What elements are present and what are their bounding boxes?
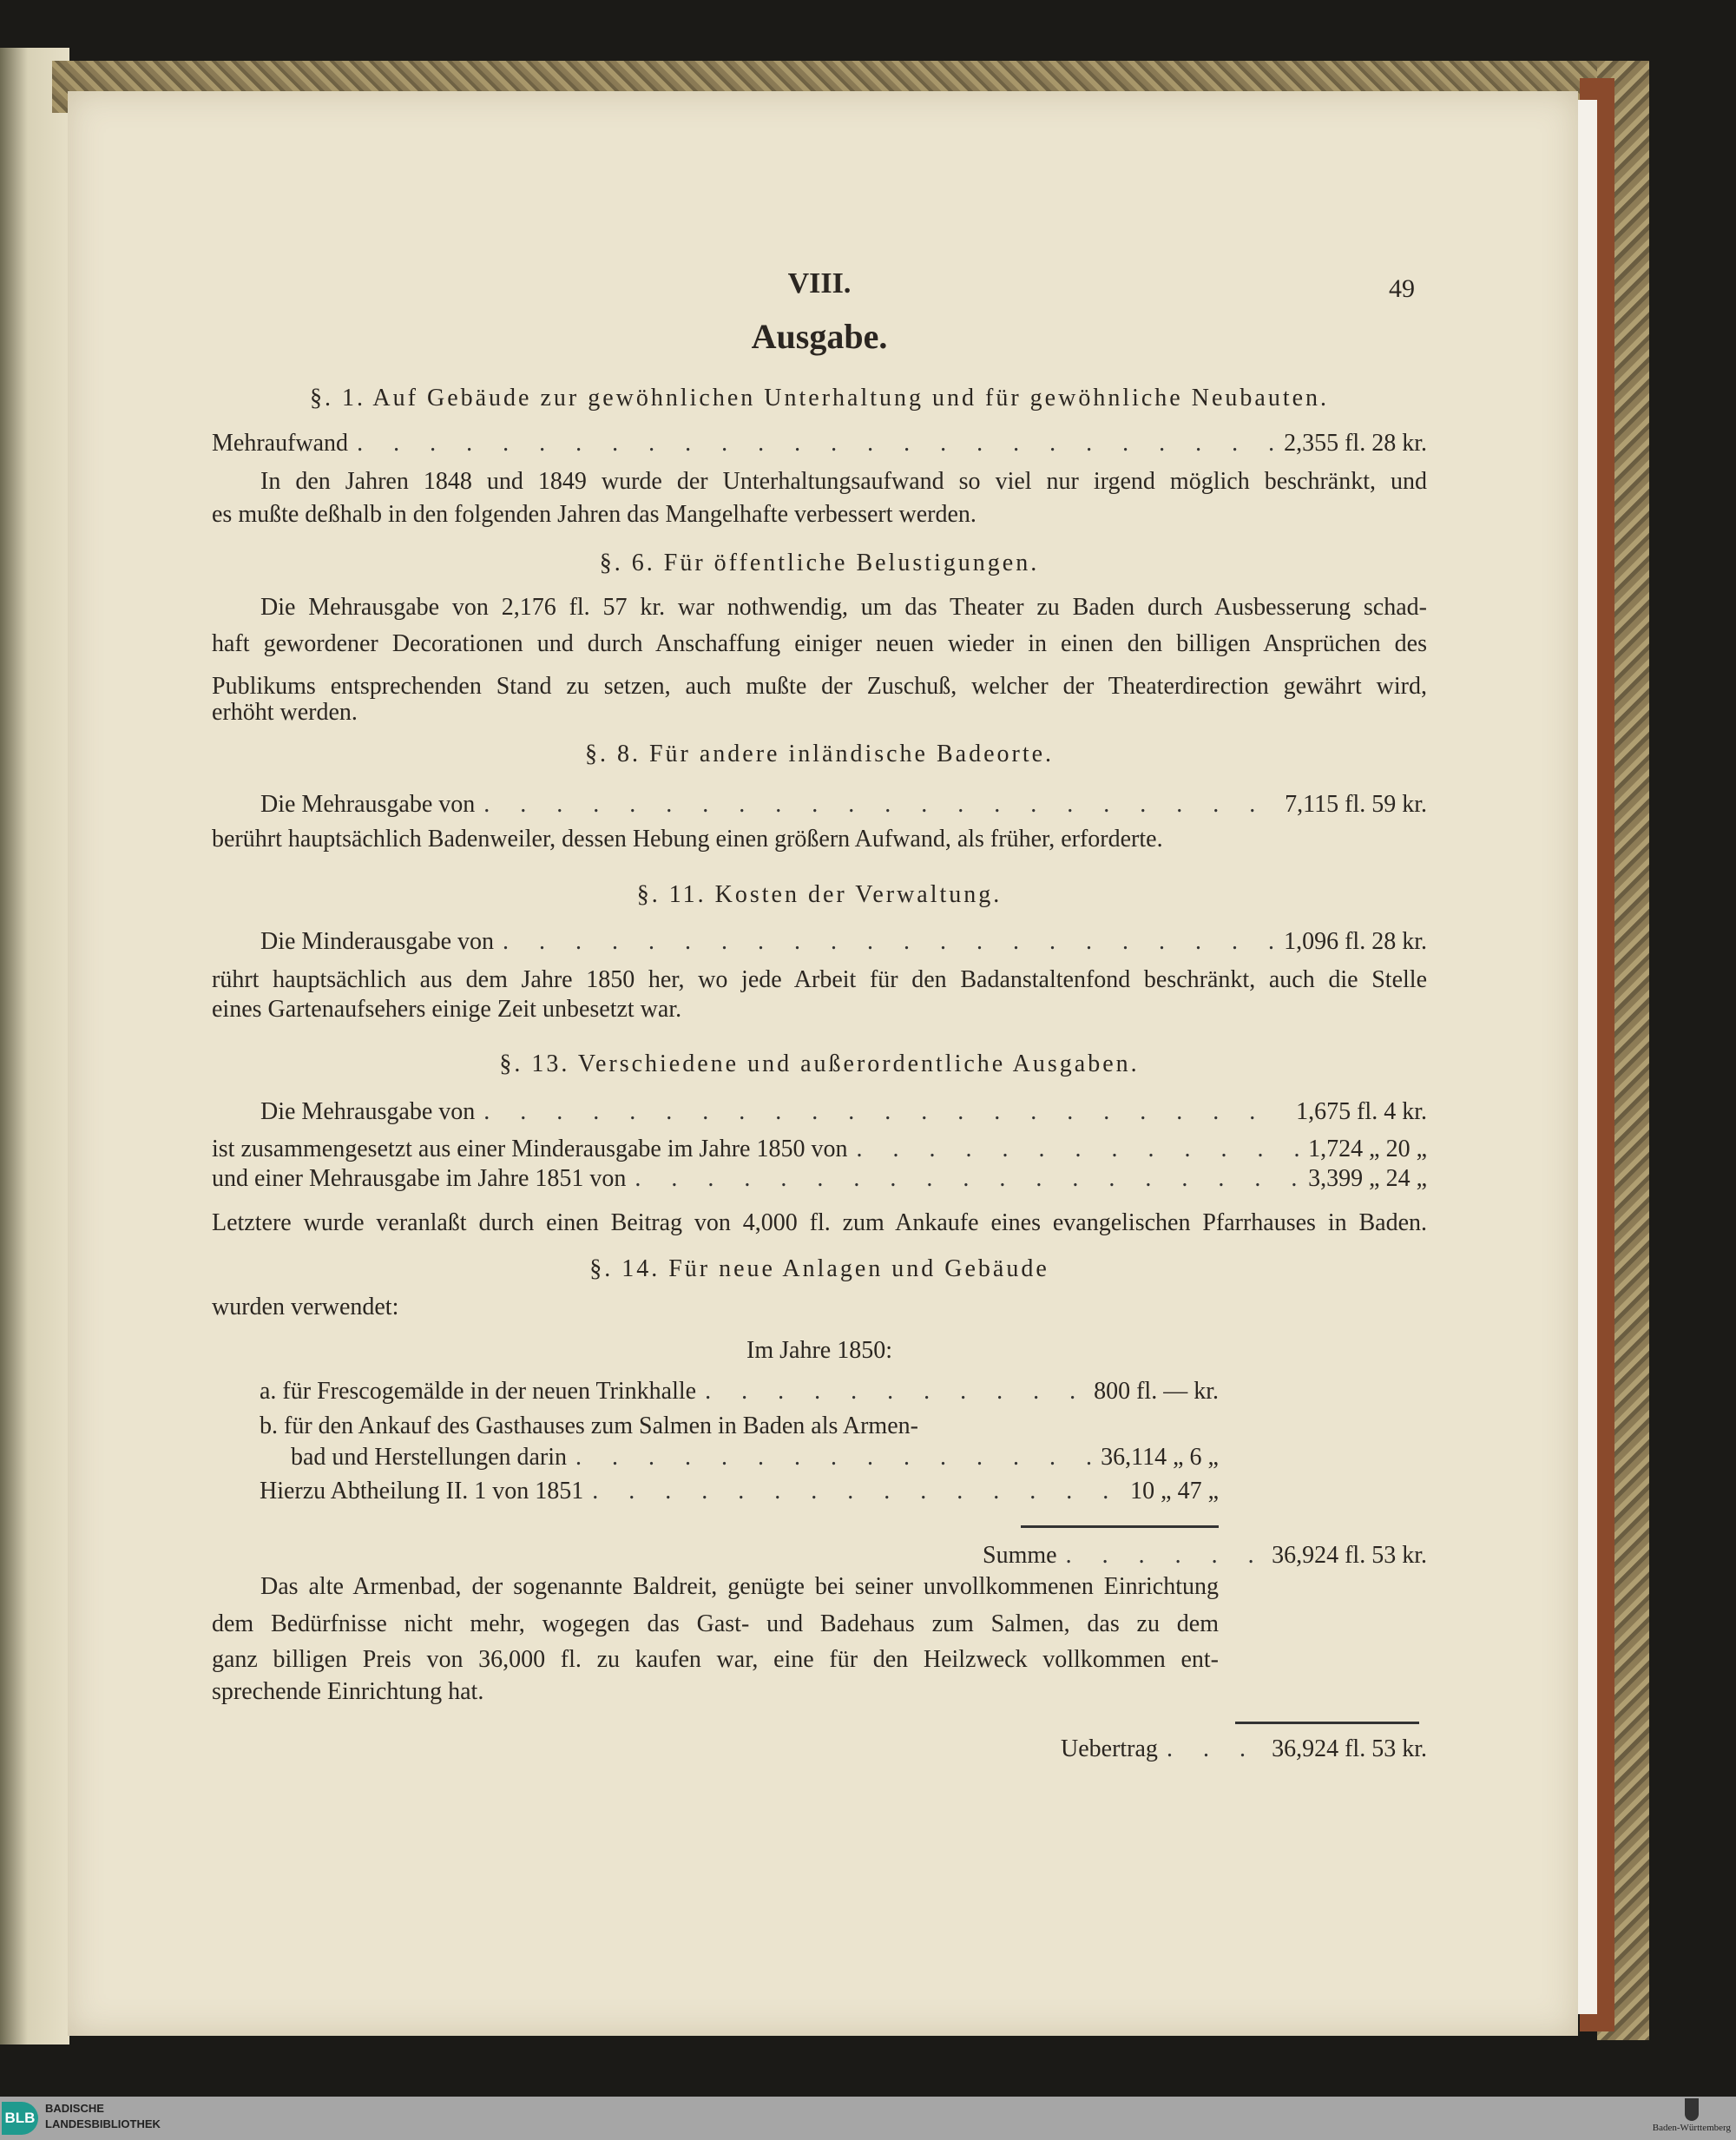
row-amount: 7,115 fl. 59 kr.	[1285, 791, 1427, 818]
paragraph-line: berührt hauptsächlich Badenweiler, dessen Hebung einen größern Aufwand, als früher, erforderte.	[212, 826, 1163, 853]
paragraph-line: ganz billigen Preis von 36,000 fl. zu kaufen war, eine für den Heilzweck vollkommen ent-	[212, 1646, 1219, 1673]
left-page-edge	[0, 48, 69, 2045]
section-14-intro: wurden verwendet:	[212, 1294, 399, 1320]
row-amount: 800 fl. — kr.	[1094, 1378, 1219, 1405]
row-label: ist zusammengesetzt aus einer Minderausgabe im Jahre 1850 von	[212, 1136, 848, 1162]
row-amount: 36,114 „ 6 „	[1101, 1444, 1219, 1471]
section-11-heading: §. 11. Kosten der Verwaltung.	[636, 881, 1003, 908]
section-8-heading: §. 8. Für andere inländische Badeorte.	[584, 741, 1055, 767]
row-amount: 36,924 fl. 53 kr.	[1272, 1735, 1427, 1762]
row-label: Die Mehrausgabe von	[260, 1098, 476, 1125]
row-label: a. für Frescogemälde in der neuen Trinkhalle	[260, 1378, 697, 1405]
row-label: und einer Mehrausgabe im Jahre 1851 von	[212, 1165, 627, 1192]
dot-leader	[483, 1095, 1287, 1129]
section-13-row	[260, 1095, 1427, 1129]
state-logo[interactable]	[1653, 2098, 1731, 2133]
row-amount: 3,399 „ 24 „	[1308, 1165, 1427, 1192]
dot-leader	[503, 925, 1275, 959]
row-label: Mehraufwand	[212, 430, 349, 457]
section-11-row	[260, 925, 1427, 959]
paragraph-line: haft gewordener Decorationen und durch Anschaffung einiger neuen wieder in einen den billigen Ansprüchen des	[212, 630, 1427, 657]
row-amount: 1,675 fl. 4 kr.	[1296, 1098, 1427, 1125]
row-amount: 2,355 fl. 28 kr.	[1284, 430, 1427, 457]
section-8-row	[260, 787, 1427, 822]
row-amount: 1,096 fl. 28 kr.	[1284, 928, 1427, 955]
dot-leader	[357, 426, 1275, 461]
dot-leader	[592, 1474, 1121, 1509]
page-number: 49	[1389, 274, 1415, 303]
paragraph-line: erhöht werden.	[212, 699, 358, 726]
row-label: Die Mehrausgabe von	[260, 791, 476, 818]
dot-leader	[1066, 1538, 1264, 1573]
paragraph-line: eines Gartenaufsehers einige Zeit unbesetzt war.	[212, 996, 682, 1023]
item-b-row	[291, 1440, 1219, 1475]
item-b-label: b. für den Ankauf des Gasthauses zum Salmen in Baden als Armen-	[260, 1412, 918, 1439]
carry-row	[1061, 1732, 1427, 1767]
state-name: Baden-Württemberg	[1652, 2123, 1731, 2133]
library-name-line: BADISCHE	[45, 2102, 104, 2115]
paragraph-line: Publikums entsprechenden Stand zu setzen, auch mußte der Zuschuß, welcher der Theaterdirection gewährt wird,	[212, 673, 1427, 700]
footer-bar	[0, 2097, 1736, 2140]
paragraph-line: dem Bedürfnisse nicht mehr, wogegen das Gast- und Badehaus zum Salmen, das zu dem	[212, 1610, 1219, 1637]
carry-rule	[1235, 1722, 1419, 1724]
dot-leader	[635, 1162, 1299, 1196]
paragraph-line: Das alte Armenbad, der sogenannte Baldreit, genügte bei seiner unvollkommenen Einrichtung	[260, 1573, 1219, 1600]
section-13-heading: §. 13. Verschiedene und außerordentliche Ausgaben.	[499, 1050, 1140, 1077]
section-14-heading: §. 14. Für neue Anlagen und Gebäude	[589, 1255, 1049, 1282]
row-amount: 36,924 fl. 53 kr.	[1272, 1542, 1427, 1569]
library-name	[45, 2101, 161, 2132]
row-amount: 10 „ 47 „	[1130, 1478, 1219, 1505]
paragraph-line: Die Mehrausgabe von 2,176 fl. 57 kr. war nothwendig, um das Theater zu Baden durch Ausbesserung schad-	[260, 594, 1427, 621]
sum-row	[983, 1538, 1427, 1573]
dot-leader	[575, 1440, 1092, 1475]
paragraph-line: es mußte deßhalb in den folgenden Jahren das Mangelhafte verbessert werden.	[212, 501, 976, 528]
section-6-heading: §. 6. Für öffentliche Belustigungen.	[599, 550, 1040, 576]
row-label: Hierzu Abtheilung II. 1 von 1851	[260, 1478, 584, 1505]
section-1-heading: §. 1. Auf Gebäude zur gewöhnlichen Unterhaltung und für gewöhnliche Neubauten.	[309, 385, 1330, 412]
year-heading: Im Jahre 1850:	[746, 1337, 892, 1364]
row-label: bad und Herstellungen darin	[291, 1444, 568, 1471]
row-label: Uebertrag	[1061, 1735, 1158, 1762]
blb-logo[interactable]: BLB	[2, 2102, 38, 2135]
chapter-number: VIII.	[787, 267, 852, 300]
item-a-row	[260, 1374, 1219, 1409]
dot-leader	[1167, 1732, 1263, 1767]
sum-rule	[1021, 1525, 1219, 1528]
row-label: Summe	[983, 1542, 1057, 1569]
dot-leader	[483, 787, 1276, 822]
section-13-row	[212, 1162, 1427, 1196]
row-amount: 1,724 „ 20 „	[1308, 1136, 1427, 1162]
paragraph-line: rührt hauptsächlich aus dem Jahre 1850 her, wo jede Arbeit für den Badanstaltenfond beschränkt, auch die Stelle	[212, 966, 1427, 993]
paragraph-line: In den Jahren 1848 und 1849 wurde der Unterhaltungsaufwand so viel nur irgend möglich beschränkt, und	[260, 468, 1427, 495]
page-title: Ausgabe.	[751, 317, 888, 356]
section-1-row	[212, 426, 1427, 461]
coat-of-arms-icon	[1685, 2098, 1699, 2121]
dot-leader	[705, 1374, 1085, 1409]
library-name-line: LANDESBIBLIOTHEK	[45, 2117, 161, 2130]
paragraph-line: sprechende Einrichtung hat.	[212, 1678, 484, 1705]
row-label: Die Minderausgabe von	[260, 928, 495, 955]
paragraph-line: Letztere wurde veranlaßt durch einen Beitrag von 4,000 fl. zum Ankaufe eines evangelischen Pfarrhauses in Baden.	[212, 1209, 1427, 1236]
item-c-row	[260, 1474, 1219, 1509]
